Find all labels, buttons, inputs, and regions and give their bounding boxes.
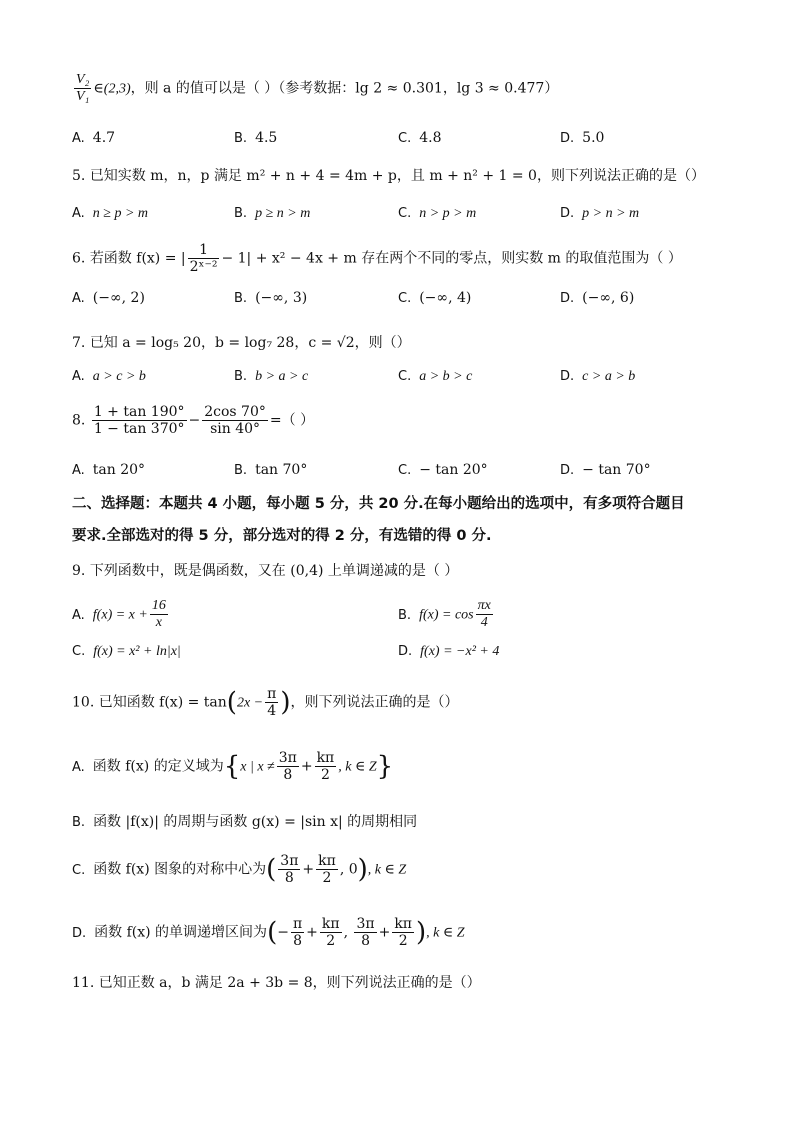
q7-stem: 7. 已知 a = log₅ 20，b = log₇ 28，c = √2，则（） [72, 335, 411, 351]
q8-option-a[interactable]: A. tan 20° [72, 462, 146, 478]
q4-option-d[interactable]: D. 5.0 [560, 130, 605, 146]
q10-option-c[interactable]: C. 函数 f(x) 图象的对称中心为( $\frac{3\pi}{8}$ + $\frac{k\pi}{2}$ , 0), k ∈ Z [72, 853, 407, 886]
q6-options [72, 290, 744, 312]
q10-stem: 10. 已知函数 f(x) = tan(2x − $\frac{\pi}{4}$ )，则下列说法正确的是（） [72, 686, 459, 719]
q9-options-row-1 [72, 598, 744, 632]
q6-option-b[interactable]: B. (−∞, 3) [234, 290, 308, 306]
q4-condition: ∈(2,3) [93, 81, 131, 97]
q4-option-a[interactable]: A. 4.7 [72, 130, 116, 146]
q8-stem: 8. $\frac{1 + \tan 190^\circ}{1 - \tan 370^\circ}$ − $\frac{2\cos 70^\circ}{\sin 40^\circ}$ =（ ） [72, 404, 315, 437]
q5-option-a[interactable]: A. n ≥ p > m [72, 206, 149, 221]
q9-option-c[interactable]: C. f(x) = x² + ln|x| [72, 644, 181, 659]
q8-option-b[interactable]: B. tan 70° [234, 462, 308, 478]
q5-option-c[interactable]: C. n > p > m [398, 206, 477, 221]
q7-options [72, 369, 744, 391]
q9-options-row-2 [72, 644, 744, 666]
q4-option-c[interactable]: C. 4.8 [398, 130, 442, 146]
q5-option-b[interactable]: B. p ≥ n > m [234, 206, 311, 221]
q4-fraction: $\frac{\text{V₂}}{\text{V₁}}$ [76, 72, 90, 104]
q8-option-d[interactable]: D. − tan 70° [560, 462, 651, 478]
q9-option-b[interactable]: B. f(x) = cos $\frac{\pi x}{4}$ [398, 598, 491, 630]
section-2-heading-line-1: 二、选择题：本题共 4 小题，每小题 5 分，共 20 分.在每小题给出的选项中，有多项符合题目 [72, 496, 685, 512]
q4-options [72, 130, 744, 152]
q6-option-a[interactable]: A. (−∞, 2) [72, 290, 145, 306]
q8-fraction-1: $\frac{1 + \tan 190^\circ}{1 - \tan 370^\circ}$ [93, 404, 185, 437]
q8-fraction-2: $\frac{2\cos 70^\circ}{\sin 40^\circ}$ [204, 404, 266, 437]
q5-option-d[interactable]: D. p > n > m [560, 206, 640, 221]
q6-stem: 6. 若函数 f(x) = | $\frac{1}{\text{2ˣ⁻²}}$ − 1| + x² − 4x + m 存在两个不同的零点，则实数 m 的取值范围为（ ） [72, 242, 682, 275]
q7-option-a[interactable]: A. a > c > b [72, 369, 146, 384]
q11-stem: 11. 已知正数 a，b 满足 2a + 3b = 8，则下列说法正确的是（） [72, 975, 481, 991]
q6-fraction: $\frac{1}{\text{2ˣ⁻²}}$ [189, 242, 218, 275]
q4-option-b[interactable]: B. 4.5 [234, 130, 278, 146]
q8-options [72, 462, 744, 484]
q9-option-a[interactable]: A. f(x) = x + $\frac{16}{x}$ [72, 598, 166, 630]
q6-option-d[interactable]: D. (−∞, 6) [560, 290, 635, 306]
q4-text: ，则 a 的值可以是（ ）（参考数据：lg 2 ≈ 0.301，lg 3 ≈ 0.477） [130, 80, 559, 97]
q5-stem: 5. 已知实数 m，n，p 满足 m² + n + 4 = 4m + p，且 m + n² + 1 = 0，则下列说法正确的是（） [72, 168, 705, 184]
q9-stem: 9. 下列函数中，既是偶函数，又在 (0,4) 上单调递减的是（ ） [72, 563, 459, 579]
q10-option-d[interactable]: D. 函数 f(x) 的单调递增区间为(− $\frac{\pi}{8}$ + $\frac{k\pi}{2}$ , $\frac{3\pi}{8}$ + $\frac{k\pi}{2}$ ), k ∈ Z [72, 916, 465, 949]
q5-options [72, 206, 744, 228]
q4-tail [72, 72, 744, 105]
q9-option-d[interactable]: D. f(x) = −x² + 4 [398, 644, 500, 659]
q8-option-c[interactable]: C. − tan 20° [398, 462, 488, 478]
q7-option-d[interactable]: D. c > a > b [560, 369, 636, 384]
section-2-heading-line-2: 要求.全部选对的得 5 分，部分选对的得 2 分，有选错的得 0 分. [72, 528, 492, 544]
q10-option-a[interactable]: A. 函数 f(x) 的定义域为{x | x ≠ $\frac{3\pi}{8}$ + $\frac{k\pi}{2}$ , k ∈ Z} [72, 750, 394, 783]
q10-option-b[interactable]: B. 函数 |f(x)| 的周期与函数 g(x) = |sin x| 的周期相同 [72, 814, 418, 830]
q7-option-b[interactable]: B. b > a > c [234, 369, 309, 384]
q7-option-c[interactable]: C. a > b > c [398, 369, 473, 384]
q6-option-c[interactable]: C. (−∞, 4) [398, 290, 472, 306]
